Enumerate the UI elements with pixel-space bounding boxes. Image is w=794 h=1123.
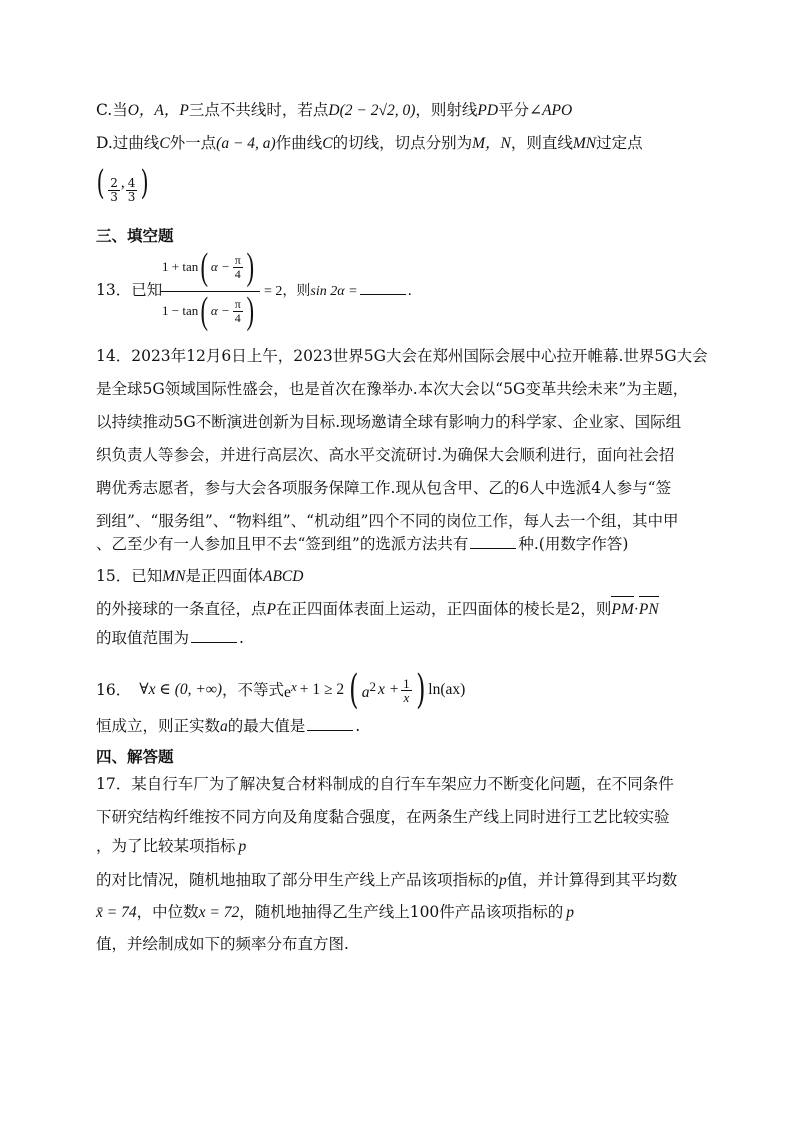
denominator-text: 1 − tan [162, 303, 199, 318]
math-forall: ∀x ∈ (0, +∞) [139, 681, 223, 698]
q15-line2 [96, 599, 659, 620]
right-paren: ) [141, 163, 150, 203]
option-d-text: 作曲线 [275, 134, 323, 152]
q14-line: 到组”、“服务组”、“物料组”、“机动组”四个不同的岗位工作，每人去一个组，其中甲 [96, 512, 679, 530]
dot-operator: · [633, 601, 639, 618]
option-d-text: ，则直线 [510, 134, 573, 152]
square: 2 [369, 678, 376, 694]
q17-line [96, 870, 677, 891]
fixed-point [94, 163, 152, 208]
numerator: 2 [110, 176, 118, 190]
fraction [108, 177, 120, 204]
q17-text: 的对比情况，随机地抽取了部分甲生产线上产品该项指标的 [96, 871, 500, 889]
q13-numerator [162, 246, 256, 288]
math-points: O，A，P [127, 102, 189, 119]
q15-text: 是正四面体 [185, 567, 263, 585]
q13-denominator [162, 290, 256, 332]
question-15-label: 15．已知 [96, 567, 163, 585]
question-16-label: 16． [96, 681, 132, 699]
alpha-minus: α − [210, 303, 230, 318]
four: 4 [234, 266, 241, 281]
math-angle: ∠APO [529, 102, 573, 119]
one: 1 [403, 675, 410, 691]
right-paren: ) [246, 290, 254, 332]
q17-line: 下研究结构纤维按不同方向及角度黏合强度，在两条生产线上同时进行工艺比较实验 [96, 808, 670, 826]
x-plus: x + [377, 681, 400, 698]
section-heading: 三、填空题 [96, 227, 174, 245]
q14-text: 种.(用数字作答) [518, 535, 629, 553]
comma: , [120, 174, 125, 191]
alpha-minus: α − [210, 259, 230, 274]
option-c-text: 三点不共线时，若点 [188, 101, 329, 119]
option-c-text: 平分 [498, 101, 530, 119]
option-d-label: D.过曲线 [96, 134, 160, 152]
option-c [96, 100, 572, 121]
q13-rest [264, 280, 412, 302]
math-a: a [220, 718, 228, 735]
q17-text: ，为了比较某项指标 [96, 837, 236, 855]
math-line: MN [572, 135, 597, 152]
exponent: x [290, 678, 297, 694]
vector-pn: PN [638, 601, 659, 618]
q15-line3 [96, 628, 244, 648]
left-paren: ( [349, 667, 359, 713]
math-ln: ln(ax) [428, 681, 466, 698]
option-d-text: 过定点 [596, 134, 643, 152]
math-median: x = 72 [198, 904, 240, 921]
a: a [361, 684, 370, 702]
answer-blank [307, 716, 353, 731]
numerator: 4 [127, 176, 136, 190]
x: x [403, 689, 410, 705]
q14-line: 是全球5G领域国际性盛会，也是首次在豫举办.本次大会以“5G变革共绘未来”为主题， [96, 380, 689, 398]
q17-line: 值，并绘制成如下的频率分布直方图. [96, 935, 349, 953]
left-paren: ( [96, 163, 105, 203]
q17-text: ，随机地抽得乙生产线上100件产品该项指标的 [239, 903, 564, 921]
option-c-text: ，则射线 [415, 101, 478, 119]
fraction [126, 177, 138, 204]
a-squared [362, 677, 376, 703]
period: . [407, 283, 412, 299]
q13-ask: sin 2α = [310, 284, 358, 299]
q14-line: 织负责人等参会，并进行高层次、高水平交流研讨.为确保大会顺利进行，面向社会招 [96, 446, 675, 464]
math-exp [284, 677, 297, 703]
pi-over-four [233, 298, 243, 325]
math-point: (a − 4, a) [216, 135, 276, 152]
pi: π [234, 296, 241, 311]
right-paren: ) [246, 246, 254, 288]
denominator: 3 [110, 190, 118, 204]
math-p: p [566, 904, 575, 921]
pi-over-four [233, 254, 243, 281]
q17-line [96, 902, 574, 923]
q16-line1 [96, 667, 466, 713]
period: . [355, 717, 361, 735]
option-c-label: C.当 [96, 101, 128, 119]
q17-line: 17．某自行车厂为了解决复合材料制成的自行车车架应力不断变化问题，在不同条件 [96, 775, 674, 793]
e: e [284, 684, 291, 702]
math-mean: x̄ = 74 [96, 904, 137, 921]
four: 4 [234, 310, 241, 325]
math-tangent-points: M，N [472, 135, 511, 152]
q14-line-last [96, 534, 628, 554]
right-paren: ) [415, 667, 426, 713]
q15-text: 的取值范围为 [96, 629, 190, 647]
answer-blank [360, 280, 406, 295]
q14-line: 以持续推动5G不断演进创新为目标.现场邀请全球有影响力的科学家、企业家、国际组 [96, 413, 682, 431]
q13-text: ，则 [282, 283, 311, 299]
math-ray: PD [477, 102, 499, 119]
q16-text: 的最大值是 [227, 717, 306, 735]
question-13-label: 13．已知 [96, 281, 163, 299]
option-d-text: 的切线，切点分别为 [332, 134, 473, 152]
answer-blank [470, 534, 516, 549]
math-p: p [499, 872, 507, 889]
q15-text: 的外接球的一条直径，点 [96, 600, 267, 618]
period: . [239, 629, 244, 647]
q15-line1 [96, 566, 303, 587]
inequality: + 1 ≥ 2 [299, 681, 345, 698]
fraction-bar [160, 291, 260, 292]
math-curve: C [322, 135, 333, 152]
q14-text: 、乙至少有一人参加且甲不去“签到组”的选派方法共有 [96, 535, 469, 553]
option-d-text: 外一点 [169, 134, 217, 152]
math-diameter: MN [162, 568, 186, 585]
q17-text: 值，并计算得到其平均数 [506, 871, 678, 889]
q17-line [96, 836, 246, 857]
math-tetrahedron: ABCD [263, 568, 304, 585]
q17-text: ，中位数 [136, 903, 199, 921]
section-heading: 四、解答题 [96, 748, 174, 766]
math-p: p [238, 838, 247, 855]
math-point-d: D(2 − 2√2, 0) [328, 102, 416, 119]
q16-text: ，不等式 [222, 681, 285, 699]
q14-line: 14．2023年12月6日上午，2023世界5G大会在郑州国际会展中心拉开帷幕.世界5G大会 [96, 347, 708, 365]
math-point-p: P [266, 601, 276, 618]
q15-text: 在正四面体表面上运动，正四面体的棱长是2，则 [275, 600, 612, 618]
pi: π [234, 252, 241, 267]
left-paren: ( [200, 246, 209, 288]
denominator: 3 [127, 190, 136, 204]
left-paren: ( [200, 290, 209, 332]
q16-text: 恒成立，则正实数 [96, 717, 221, 735]
answer-blank [191, 628, 237, 643]
numerator-text: 1 + tan [162, 259, 199, 274]
option-d [96, 133, 643, 154]
rhs: = 2 [264, 284, 283, 299]
one-over-x [401, 677, 412, 704]
vector-pm: PM [611, 601, 634, 618]
q14-line: 聘优秀志愿者，参与大会各项服务保障工作.现从包含甲、乙的6人中选派4人参与“签 [96, 479, 672, 497]
q16-line2 [96, 716, 360, 737]
math-curve: C [159, 135, 170, 152]
